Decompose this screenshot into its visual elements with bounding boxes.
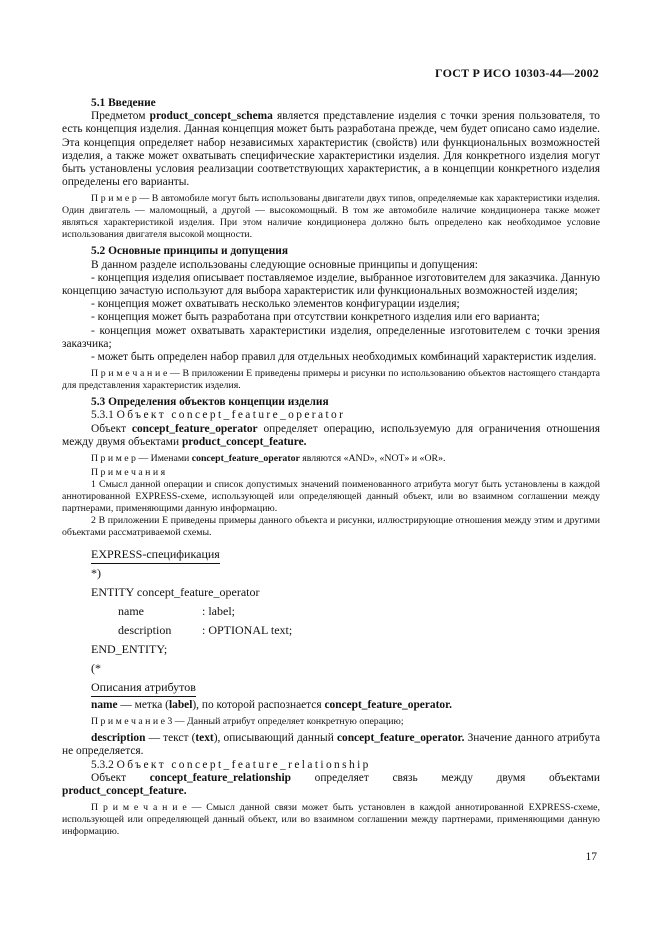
attribute-type: : OPTIONAL text; — [202, 623, 293, 638]
section-5-3-title: 5.3 Определения объектов концепции изделия — [91, 396, 329, 409]
section-5-1-paragraph — [62, 110, 600, 189]
list-item: - концепция изделия описывает поставляемое изделие, выбранное изготовителем для заказчика. Данную концепцию зачастую используют для выбора характеристик или функциональных возможностей изделия; — [62, 271, 600, 298]
text-run: Предметом — [91, 110, 150, 123]
example-label: П р и м е р — [91, 453, 136, 465]
express-entity-line: ENTITY concept_feature_operator — [91, 585, 260, 600]
list-item: - концепция может охватывать несколько элементов конфигурации изделия; — [91, 298, 460, 311]
attribute-identifier: name — [118, 604, 144, 619]
example-text: — В автомобиле могут быть использованы двигатели двух типов, определяемые как характеристики изделия. Один двигатель — маломощный, а другой — высокомощный. В том же автомобиле наличие кондиционера также может являться характеристикой изделия. При этом наличие кондиционера должно быть определено как необходимое условие использования двигателя высокой мощности. — [62, 193, 600, 241]
attribute-identifier: name — [91, 699, 118, 712]
note-2: 2 В приложении Е приведены примеры данного объекта и рисунки, иллюстрирующие отношения между этим и другими объектами рассматриваемой схемы. — [62, 515, 600, 539]
express-heading: EXPRESS-спецификация — [91, 547, 220, 564]
notes-label: П р и м е ч а н и я — [91, 467, 166, 479]
attribute-name-description — [62, 699, 600, 712]
type-name: text — [195, 732, 214, 745]
subsection-5-3-2-paragraph — [62, 772, 600, 798]
section-5-1-example — [62, 193, 600, 241]
text-run: ), описывающий данный — [213, 732, 337, 745]
text-run: — метка ( — [117, 699, 169, 712]
note-3 — [62, 716, 600, 728]
type-name: label — [168, 699, 193, 712]
section-5-2-intro: В данном разделе использованы следующие основные принципы и допущения: — [91, 258, 478, 271]
express-specification — [62, 545, 600, 697]
schema-name: product_concept_schema — [149, 110, 273, 123]
attribute-identifier: description — [118, 623, 172, 638]
text-run: Объект — [91, 771, 150, 784]
list-item: - концепция может быть разработана при отсутствии конкретного изделия или его варианта; — [91, 311, 540, 324]
text-run: — Именами — [135, 453, 192, 465]
attribute-description-description — [62, 732, 600, 758]
express-end-entity: END_ENTITY; — [91, 642, 168, 657]
attributes-heading: Описания атрибутов — [91, 680, 196, 697]
text-run: является представление изделия с точки зрения пользователя, то есть концепция изделия. Данная концепция может быть разработана прежде, чем будет описано само изделие. Эта концепция определяет набор независимых характеристик (свойств) или функциональных возможностей изделия, а также может охватывать специфические характеристики изделия. Для конкретного изделия могут быть установлены условия реализации соответствующих характеристик, а в концепции конкретного изделия определены его варианты. — [62, 110, 601, 189]
express-close-comment: (* — [91, 661, 101, 676]
subsection-5-3-2-note — [62, 802, 600, 838]
text-run: Объект — [91, 422, 132, 435]
text-run: определяет связь между двумя объектами — [291, 771, 600, 784]
entity-name: concept_feature_operator. — [324, 699, 452, 712]
note-label: П р и м е ч а н и е — [91, 716, 165, 728]
entity-name: concept_feature_operator — [131, 422, 258, 435]
section-5-1-title: 5.1 Введение — [91, 97, 156, 109]
example-label: П р и м е р — [91, 193, 137, 205]
subsection-title: Объект concept_feature_relationship — [116, 758, 371, 771]
express-open-comment: *) — [91, 566, 101, 581]
note-label: П р и м е ч а н и е — [91, 368, 168, 380]
entity-name: concept_feature_operator. — [336, 732, 465, 745]
page-content — [62, 97, 600, 838]
text-run: являются «AND», «NOT» и «OR». — [299, 453, 446, 465]
text-run: Значение данного атрибута не определяется. — [62, 732, 601, 758]
subsection-5-3-1-example — [62, 453, 600, 465]
express-attribute-name — [62, 602, 600, 621]
entity-name: concept_feature_operator — [191, 453, 300, 465]
express-attribute-description — [62, 621, 600, 640]
section-5-2-note — [62, 368, 600, 392]
note-1: 1 Смысл данной операции и список допустимых значений поименованного атрибута могут быть установлены в каждой аннотированной EXPRESS-схеме, использующей или определяющей данный объект, или во взаимном соглашении между партнерами, применяющими данную информацию. — [62, 479, 600, 515]
subsection-title: Объект concept_feature_operator — [116, 409, 346, 422]
standard-header: ГОСТ Р ИСО 10303-44—2002 — [435, 66, 599, 80]
attribute-identifier: description — [91, 732, 146, 745]
attribute-type: : label; — [202, 604, 235, 619]
text-run: — текст ( — [145, 732, 196, 745]
text-run: ), по которой распознается — [192, 699, 325, 712]
subsection-number: 5.3.1 — [91, 409, 117, 422]
subsection-5-3-1-title — [62, 409, 600, 422]
note-text: 3 — Данный атрибут определяет конкретную операцию; — [164, 716, 404, 728]
note-text: — Смысл данной связи может быть установлен в каждой аннотированной EXPRESS-схеме, использующей или определяющей данный объект, или во взаимном соглашении между партнерами, применяющими данную информацию. — [62, 802, 600, 838]
page-number: 17 — [585, 851, 597, 863]
entity-name: product_concept_feature. — [62, 785, 187, 798]
subsection-5-3-2-title — [62, 759, 600, 772]
text-run: определяет операцию, используемую для ограничения отношения между двумя объектами — [62, 422, 600, 448]
note-label: П р и м е ч а н и е — [91, 802, 187, 814]
subsection-number: 5.3.2 — [91, 758, 117, 771]
section-5-2-title: 5.2 Основные принципы и допущения — [91, 245, 289, 258]
note-text: — В приложении Е приведены примеры и рисунки по использованию объектов настоящего стандарта для представления характеристик изделия. — [62, 368, 600, 392]
entity-name: product_concept_feature. — [181, 435, 307, 448]
list-item: - может быть определен набор правил для отдельных необходимых комбинаций характеристик изделия. — [91, 351, 597, 364]
subsection-5-3-1-paragraph — [62, 423, 600, 449]
entity-name: concept_feature_relationship — [149, 771, 292, 784]
list-item: - концепция может охватывать характеристики изделия, определенные изготовителем с точки зрения заказчика; — [62, 324, 600, 350]
